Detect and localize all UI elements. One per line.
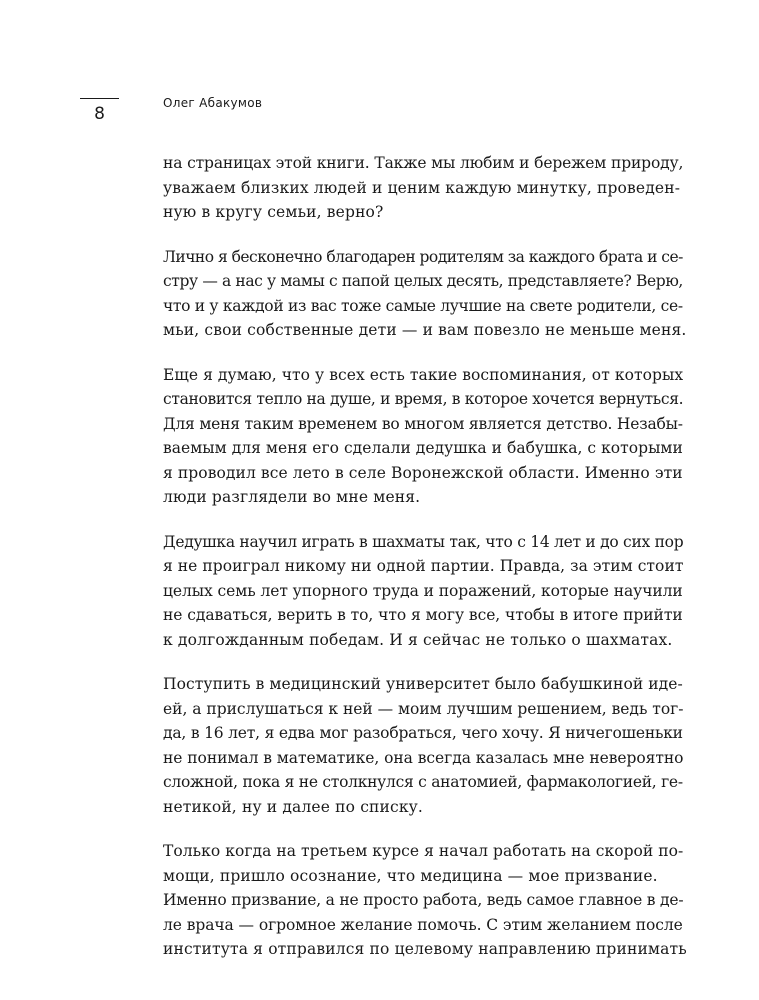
text-line: мощи, пришло осознание, что медицина — мое призвание. — [163, 866, 658, 885]
text-line: да, в 16 лет, я едва мог разобраться, чего хочу. Я ничегошеньки — [163, 724, 683, 742]
paragraph-2 — [163, 245, 687, 343]
text-line: что и у каждой из вас тоже самые лучшие на свете родители, се- — [163, 296, 683, 315]
paragraph-4 — [163, 530, 683, 653]
text-line: целых семь лет упорного труда и поражений, которые научили — [163, 581, 683, 600]
body-text — [163, 151, 687, 982]
text-line: стру — а нас у мамы с папой целых десять, представляете? Верю, — [163, 272, 683, 290]
text-line: Дедушка научил играть в шахматы так, что с 14 лет и до сих пор — [163, 532, 684, 551]
text-line: ную в кругу семьи, верно? — [163, 203, 384, 221]
text-line: Поступить в медицинский университет было бабушкиной иде- — [163, 675, 683, 693]
text-line: уважаем близких людей и ценим каждую минутку, проведен- — [163, 178, 681, 197]
paragraph-5 — [163, 672, 683, 819]
paragraph-1 — [163, 151, 683, 225]
text-line: ей, а прислушаться к ней — моим лучшим решением, ведь тог- — [163, 699, 684, 718]
text-line: Именно призвание, а не просто работа, ведь самое главное в де- — [163, 891, 684, 909]
text-line: Еще я думаю, что у всех есть такие воспоминания, от которых — [163, 365, 684, 384]
text-line: ваемым для меня его сделали дедушка и бабушка, с которыми — [163, 439, 683, 457]
text-line: сложной, пока я не столкнулся с анатомией, фармакологией, ге- — [163, 773, 683, 791]
text-line: Только когда на третьем курсе я начал работать на скорой по- — [163, 842, 684, 860]
text-line: ле врача — огромное желание помочь. С этим желанием после — [163, 915, 683, 934]
text-line: не понимал в математике, она всегда казалась мне невероятно — [163, 748, 684, 767]
paragraph-6 — [163, 839, 687, 962]
text-line: я не проиграл никому ни одной партии. Правда, за этим стоит — [163, 557, 684, 575]
text-line: мьи, свои собственные дети — и вам повезло не меньше меня. — [163, 321, 687, 339]
running-header-author: Олег Абакумов — [163, 96, 263, 110]
text-line: люди разглядели во мне меня. — [163, 488, 421, 506]
text-line: нетикой, ну и далее по списку. — [163, 797, 424, 816]
text-line: становится тепло на душе, и время, в которое хочется вернуться. — [163, 390, 684, 408]
text-line: института я отправился по целевому направлению принимать — [163, 940, 687, 958]
header-rule — [80, 98, 119, 99]
text-line: на страницах этой книги. Также мы любим и бережем природу, — [163, 154, 684, 172]
text-line: Для меня таким временем во многом является детство. Незабы- — [163, 414, 683, 433]
text-line: к долгожданным победам. И я сейчас не только о шахматах. — [163, 630, 673, 649]
page-number: 8 — [94, 104, 105, 124]
text-line: я проводил все лето в селе Воронежской области. Именно эти — [163, 463, 683, 482]
text-line: не сдаваться, верить в то, что я могу все, чтобы в итоге прийти — [163, 606, 683, 624]
paragraph-3 — [163, 363, 683, 510]
text-line: Лично я бесконечно благодарен родителям за каждого брата и се- — [163, 247, 683, 266]
